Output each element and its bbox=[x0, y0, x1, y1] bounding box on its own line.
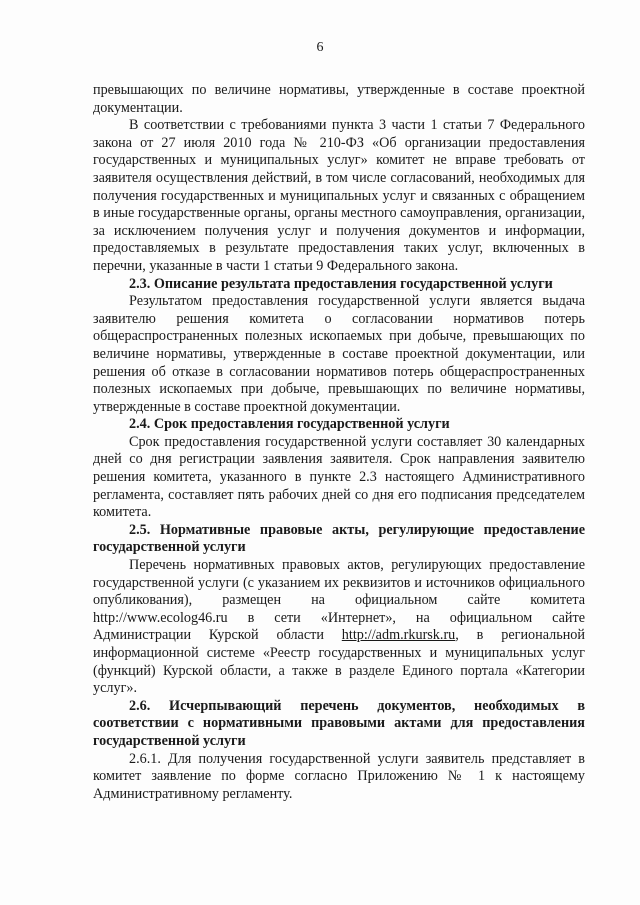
page-number: 6 bbox=[316, 40, 324, 55]
legal-acts-text-end: , в региональной информационной системе «Реестр государственных и муниципальных услуг (функций) Курской области, а также в разделе Единого портала «Категории услуг». bbox=[93, 627, 585, 697]
section-heading-2-6: 2.6. Исчерпывающий перечень документов, необходимых в соответствии с нормативными правовыми актами для предоставления государственной услуги bbox=[93, 697, 585, 749]
section-heading-2-4: 2.4. Срок предоставления государственной услуги bbox=[129, 416, 450, 433]
paragraph-continuation: превышающих по величине нормативы, утвержденные в составе проектной документации. bbox=[93, 82, 585, 116]
paragraph-result: Результатом предоставления государственной услуги является выдача заявителю решения комитета о согласовании нормативов потерь общераспространенных полезных ископаемых при добыче, превышающих по величине нормативы, утвержденные в составе проектной документации, или решения об отказе в согласовании нормативов потерь общераспространенных полезных ископаемых при добыче, превышающих по величине нормативы, утвержденные в составе проектной документации. bbox=[93, 293, 585, 415]
section-heading-2-5: 2.5. Нормативные правовые акты, регулирующие предоставление государственной услуги bbox=[93, 521, 585, 556]
paragraph-term: Срок предоставления государственной услуги составляет 30 календарных дней со дня регистрации заявления заявителя. Срок направления заявителю решения комитета, указанного в пункте 2.3 настоящего Административного регламента, составляет пять рабочих дней со дня его подписания председателем комитета. bbox=[93, 433, 585, 521]
legal-acts-text-start: Перечень нормативных правовых актов, регулирующих предоставление государственной услуги (с указанием их реквизитов и источников официального опубликования), размещен на официальном сайте комитета http://www.ecolog46.ru в сети «Интернет», на официальном сайте Администрации Курской области bbox=[93, 557, 585, 644]
section-heading-2-3: 2.3. Описание результата предоставления государственной услуги bbox=[129, 275, 553, 292]
paragraph-legal-acts bbox=[93, 557, 585, 698]
administration-site-link[interactable]: http://adm.rkursk.ru bbox=[341, 627, 456, 644]
document-body bbox=[93, 82, 585, 803]
paragraph-law-requirements: В соответствии с требованиями пункта 3 части 1 статьи 7 Федерального закона от 27 июля 2010 года № 210-ФЗ «Об организации предоставления государственных и муниципальных услуг» комитет не вправе требовать от заявителя осуществления действий, в том числе согласований, необходимых для получения государственных и муниципальных услуг и связанных с обращением в иные государственные органы, органы местного самоуправления, организации, за исключением получения услуг и получения документов и информации, предоставляемых в результате предоставления таких услуг, включенных в перечни, указанные в части 1 статьи 9 Федерального закона. bbox=[93, 117, 585, 274]
paragraph-2-6-1: 2.6.1. Для получения государственной услуги заявитель представляет в комитет заявление по форме согласно Приложению № 1 к настоящему Административному регламенту. bbox=[93, 750, 585, 802]
